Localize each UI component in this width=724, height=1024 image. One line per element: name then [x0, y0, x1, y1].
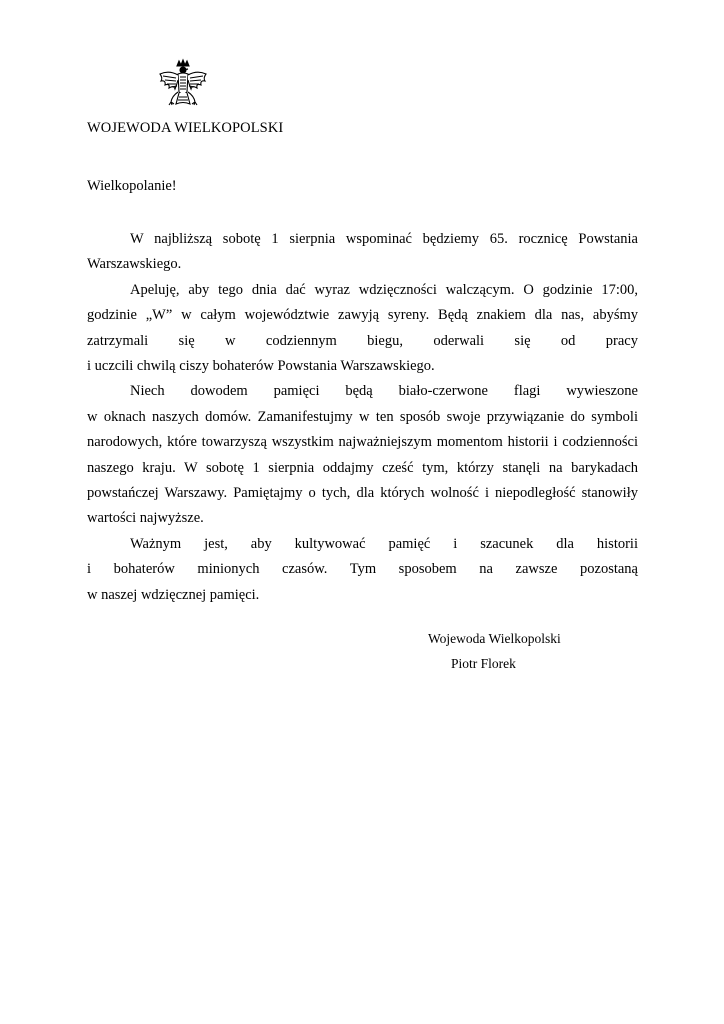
text-line: Ważnym jest, aby kultywować pamięć i szacunek dla historii	[130, 535, 638, 552]
text-line: wartości najwyższe.	[87, 510, 204, 527]
signature-title: Wojewoda Wielkopolski	[428, 631, 561, 646]
author-title: WOJEWODA WIELKOPOLSKI	[87, 120, 284, 136]
signature-name: Piotr Florek	[451, 656, 516, 671]
text-line: narodowych, które towarzyszą wszystkim najważniejszym momentom historii i codzienności	[87, 434, 638, 451]
text-line: godzinie „W” w całym województwie zawyją syreny. Będą znakiem dla nas, abyśmy	[87, 307, 638, 324]
text-line: zatrzymali się w codziennym biegu, oderwali się od pracy	[87, 332, 638, 349]
letter-body	[87, 227, 638, 608]
paragraph-3	[87, 379, 638, 531]
text-line: naszego kraju. W sobotę 1 sierpnia oddajmy cześć tym, którzy stanęli na barykadach	[87, 459, 638, 476]
text-line: i bohaterów minionych czasów. Tym sposobem na zawsze pozostaną	[87, 561, 638, 578]
text-line: powstańczej Warszawy. Pamiętajmy o tych, dla których wolność i niepodległość stanowiły	[87, 485, 638, 502]
signature-block	[428, 626, 648, 676]
text-line: w naszej wdzięcznej pamięci.	[87, 586, 260, 603]
text-line: Warszawskiego.	[87, 256, 182, 273]
text-line: Apeluję, aby tego dnia dać wyraz wdzięczności walczącym. O godzinie 17:00,	[130, 281, 638, 298]
paragraph-4	[87, 532, 638, 608]
text-line: W najbliższą sobotę 1 sierpnia wspominać będziemy 65. rocznicę Powstania	[130, 231, 638, 247]
text-line: w oknach naszych domów. Zamanifestujmy w ten sposób swoje przywiązanie do symboli	[87, 408, 638, 425]
polish-eagle-emblem-icon	[157, 58, 209, 114]
paragraph-1	[87, 227, 638, 278]
paragraph-2	[87, 278, 638, 380]
salutation: Wielkopolanie!	[87, 178, 177, 194]
text-line: Niech dowodem pamięci będą biało-czerwone flagi wywieszone	[130, 383, 638, 400]
text-line: i uczcili chwilą ciszy bohaterów Powstania Warszawskiego.	[87, 358, 435, 375]
